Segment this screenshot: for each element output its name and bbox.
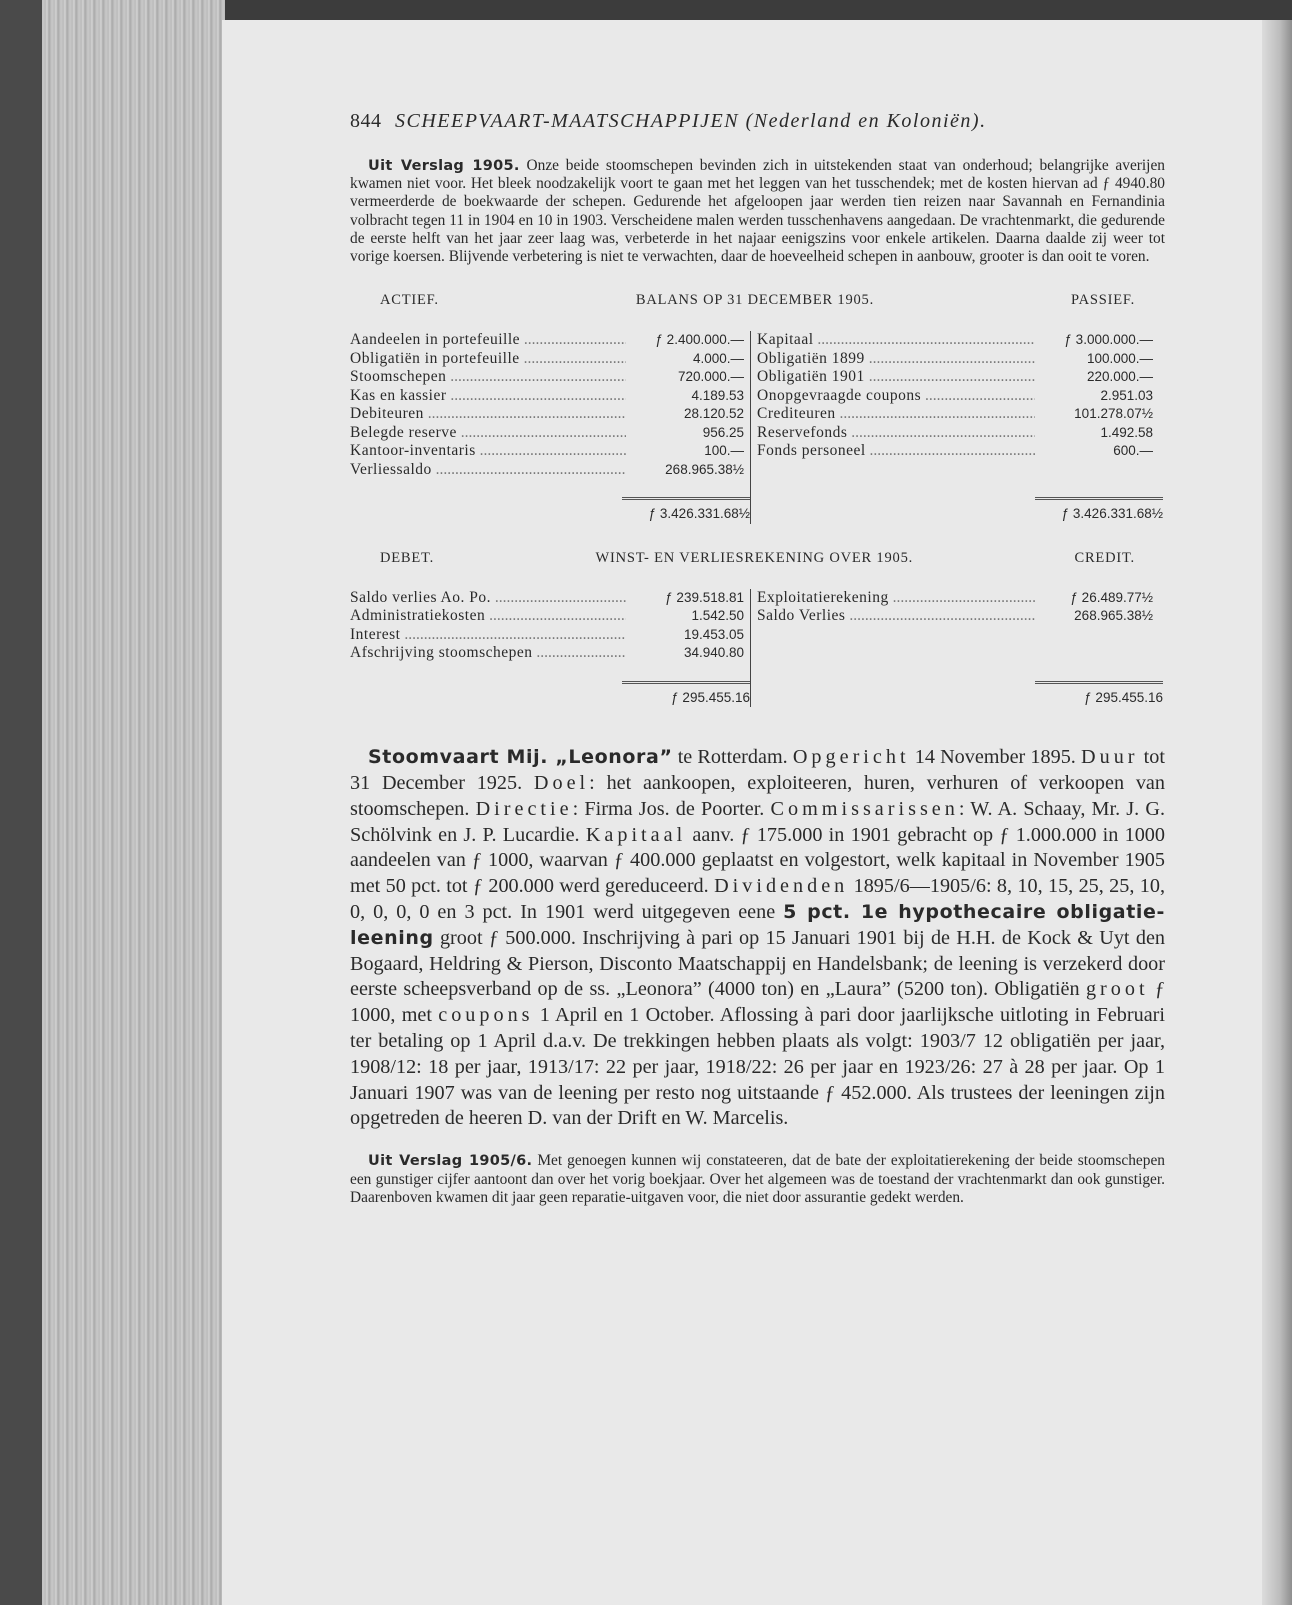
row-label: Exploitatierekening ..... — [757, 589, 1035, 608]
spacer — [757, 626, 1159, 645]
row-amount: ƒ 2.400.000.— — [655, 332, 744, 348]
ledger-row — [350, 387, 750, 406]
row-amount: ƒ 3.000.000.— — [1064, 332, 1153, 348]
ledger-row — [757, 405, 1159, 424]
row-amount: 19.453.05 — [683, 626, 744, 642]
credit-header: CREDIT. — [1074, 549, 1135, 566]
verslag-1905-text: Onze beide stoomschepen bevinden zich in uitstekenden staat van onderhoud; belangrijke averijen kwamen niet voor. Het bleek noodzakelijk voort te gaan met het leggen van het tusschendek; met de kosten hiervan ad ƒ 4940.80 vermeerderde de boekwaarde der schepen. Gedurende het afgeloopen jaar werden tien reizen naar Savannah en Fernandinia volbracht tegen 11 in 1904 en 10 in 1903. Verscheidene malen werden tusschenhavens aangedaan. De vrachtenmarkt, die gedurende de eerste helft van het jaar zeer laag was, verbeterde in het najaar eenigszins voor enkele artikelen. Daarna daalde zij weer tot vorige koersen. Blijvende verbetering is niet te verwachten, daar de hoeveelheid schepen in aanbouw, grooter is dan ooit te voren. — [350, 157, 1165, 266]
ledger-row — [757, 387, 1159, 406]
page-content — [350, 110, 1165, 1207]
row-label: Administratiekosten ..... — [350, 607, 626, 626]
spacer — [757, 644, 1159, 663]
text-run: 1 April en 1 October. Aflossing à pari door jaarlijksche uitloting in Februari ter betaling op 1 April d.a.v. De trekkingen hebben plaats als volgt: 1903/7 12 obligatiën per jaar, 1908/12: 18 per jaar, 1913/17: 22 per jaar, 1918/22: 26 per jaar en 1923/26: 27 à 28 per jaar. Op 1 Januari 1907 was van de leening per resto nog uitstaande ƒ 452.000. Als trustees der leeningen zijn opgetreden de heeren D. van der Drift en W. Marcelis. — [350, 1004, 1165, 1130]
row-amount: 4.189.53 — [691, 387, 744, 403]
row-amount: 600.— — [1113, 443, 1153, 459]
field-label: coupons — [438, 1004, 534, 1027]
text-run: : het aankoopen, exploiteeren, huren, verhuren of verkoopen van stoomschepen. — [350, 772, 1165, 820]
row-amount: 100.000.— — [1086, 350, 1153, 366]
row-label: Obligatiën 1899 ..... — [757, 350, 1035, 369]
row-label: Stoomschepen ..... — [350, 368, 626, 387]
row-amount: 956.25 — [702, 424, 744, 440]
row-label: Onopgevraagde coupons ..... — [757, 387, 1035, 406]
field-label: groot — [1085, 978, 1149, 1001]
credit-column — [750, 588, 1163, 708]
ledger-row — [757, 442, 1159, 461]
field-label: Kapitaal — [585, 823, 687, 846]
row-label: Kas en kassier ..... — [350, 387, 626, 406]
row-amount: ƒ 26.489.77½ — [1070, 589, 1153, 605]
profit-loss-title: WINST- EN VERLIESREKENING OVER 1905. — [595, 549, 914, 566]
row-label: Aandeelen in portefeuille ..... — [350, 331, 626, 350]
verslag-1905-lead: Uit Verslag 1905. — [368, 158, 520, 174]
text-run: 1895/6—1905/6: 8, 10, 15, 25, 25, 10, 0, 0, 0, 0 en 3 pct. In 1901 werd uitgegeven eene — [350, 875, 1166, 923]
row-amount: 4.000.— — [692, 350, 744, 366]
ledger-row — [350, 331, 750, 350]
field-label: Doel — [533, 772, 590, 795]
row-amount: 220.000.— — [1086, 369, 1153, 385]
balance-sheet — [350, 331, 1165, 524]
debet-header: DEBET. — [380, 549, 435, 566]
field-label: Dividenden — [714, 875, 849, 898]
row-amount: 268.965.38½ — [1074, 608, 1153, 624]
passief-total: ƒ 3.426.331.68½ — [1035, 497, 1163, 524]
row-amount: 28.120.52 — [683, 406, 744, 422]
row-label: Saldo verlies Ao. Po. ..... — [350, 589, 626, 608]
verslag-1905-paragraph — [350, 157, 1165, 266]
text-run: 14 November 1895. — [909, 746, 1082, 769]
text-run: ƒ 1000, met — [350, 978, 1165, 1027]
passief-header: PASSIEF. — [1071, 292, 1135, 309]
ledger-row — [757, 331, 1159, 350]
text-run: te Rotterdam. — [672, 746, 793, 769]
text-run: aanv. ƒ 175.000 in 1901 gebracht op ƒ 1.000.000 in 1000 aandeelen van ƒ 1000, waarvan ƒ 400.000 geplaatst en volgestort, welk kapitaal in November 1905 met 50 pct. tot ƒ 200.000 werd gereduceerd. — [350, 823, 1165, 898]
ledger-row — [350, 644, 750, 663]
verslag-1905-6-lead: Uit Verslag 1905/6. — [368, 1153, 533, 1170]
field-label: Commissarissen — [770, 797, 959, 820]
actief-total: ƒ 3.426.331.68½ — [622, 497, 750, 524]
row-amount: 100.— — [704, 443, 744, 459]
row-label: Belegde reserve ..... — [350, 424, 626, 443]
row-amount: 101.278.07½ — [1074, 406, 1153, 422]
ledger-row — [350, 424, 750, 443]
ledger-row — [757, 589, 1159, 608]
row-amount: 2.951.03 — [1100, 387, 1153, 403]
ledger-row — [757, 350, 1159, 369]
ledger-row — [350, 368, 750, 387]
row-label: Kapitaal ..... — [757, 331, 1035, 350]
profit-loss-headers — [350, 550, 1165, 567]
text-run: : W. A. Schaay, Mr. J. G. Schölvink en J. P. Lucardie. — [350, 797, 1165, 846]
ledger-row — [350, 405, 750, 424]
row-label: Obligatiën in portefeuille ..... — [350, 350, 626, 369]
row-label: Debiteuren ..... — [350, 405, 626, 424]
row-amount: 34.940.80 — [683, 645, 744, 661]
row-label: Obligatiën 1901 ..... — [757, 368, 1035, 387]
text-run: groot ƒ 500.000. Inschrijving à pari op 15 Januari 1901 bij de H.H. de Kock & Uyt den Bogaard, Heldring & Pierson, Disconto Maatschappij en Handelsbank; de leening is verzekerd door eerste scheepsverband op de ss. „Leonora” (4000 ton) en „Laura” (5200 ton). Obligatiën — [350, 926, 1165, 1001]
field-label: Duur — [1081, 746, 1139, 769]
row-label: Verliessaldo ..... — [350, 461, 626, 480]
ledger-row — [350, 626, 750, 645]
company-name: Stoomvaart Mij. „Leonora” — [368, 746, 673, 769]
leonora-entry — [350, 745, 1165, 1132]
text-run: : Firma Jos. de Poorter. — [572, 797, 771, 820]
row-label: Fonds personeel ..... — [757, 442, 1035, 461]
row-amount: 1.492.58 — [1100, 424, 1153, 440]
spacer — [757, 461, 1159, 480]
credit-total: ƒ 295.455.16 — [1035, 681, 1163, 708]
running-title: SCHEEPVAART-MAATSCHAPPIJEN (Nederland en Koloniën). — [395, 110, 987, 132]
verslag-1905-6-paragraph — [350, 1152, 1165, 1207]
row-amount: ƒ 239.518.81 — [665, 589, 744, 605]
actief-column — [350, 331, 750, 524]
page-number: 844 — [350, 110, 382, 132]
passief-column — [750, 331, 1163, 524]
profit-loss-account — [350, 589, 1165, 708]
ledger-row — [757, 368, 1159, 387]
field-label: Directie — [475, 797, 573, 820]
actief-header: ACTIEF. — [380, 292, 439, 309]
row-amount: 1.542.50 — [691, 608, 744, 624]
field-label: Opgericht — [792, 746, 910, 769]
page-gutter-shadow — [1262, 20, 1292, 1605]
row-amount: 720.000.— — [677, 369, 744, 385]
book-spine-shadow — [0, 0, 42, 1605]
verslag-1905-6-text: Met genoegen kunnen wij constateeren, dat de bate der exploitatierekening der beide stoomschepen een gunstiger cijfer aantoont dan over het vorig boekjaar. Over het algemeen was de toestand der vrachtenmarkt dan ook gunstiger. Daarenboven kwamen dit jaar geen reparatie-uitgaven voor, die niet door assurantie gedekt werden. — [350, 1152, 1165, 1206]
ledger-row — [350, 442, 750, 461]
debet-column — [350, 589, 750, 708]
ledger-row — [350, 350, 750, 369]
loan-title: 5 pct. 1e hypothecaire obligatie-leening — [350, 901, 1165, 949]
ledger-row — [757, 424, 1159, 443]
text-run: tot 31 December 1925. — [350, 746, 1165, 795]
ledger-row — [350, 607, 750, 626]
row-label: Reservefonds ..... — [757, 424, 1035, 443]
debet-total: ƒ 295.455.16 — [622, 681, 750, 708]
balance-title: BALANS OP 31 DECEMBER 1905. — [635, 292, 875, 309]
row-label: Saldo Verlies ..... — [757, 607, 1035, 626]
balance-sheet-headers — [350, 292, 1165, 309]
ledger-row — [350, 589, 750, 608]
row-label: Kantoor-inventaris ..... — [350, 442, 626, 461]
row-label: Crediteuren ..... — [757, 405, 1035, 424]
ledger-row — [757, 607, 1159, 626]
row-label: Interest ..... — [350, 626, 626, 645]
ledger-row — [350, 461, 750, 480]
row-label: Afschrijving stoomschepen ..... — [350, 644, 626, 663]
running-head — [350, 110, 1165, 133]
row-amount: 268.965.38½ — [665, 461, 744, 477]
